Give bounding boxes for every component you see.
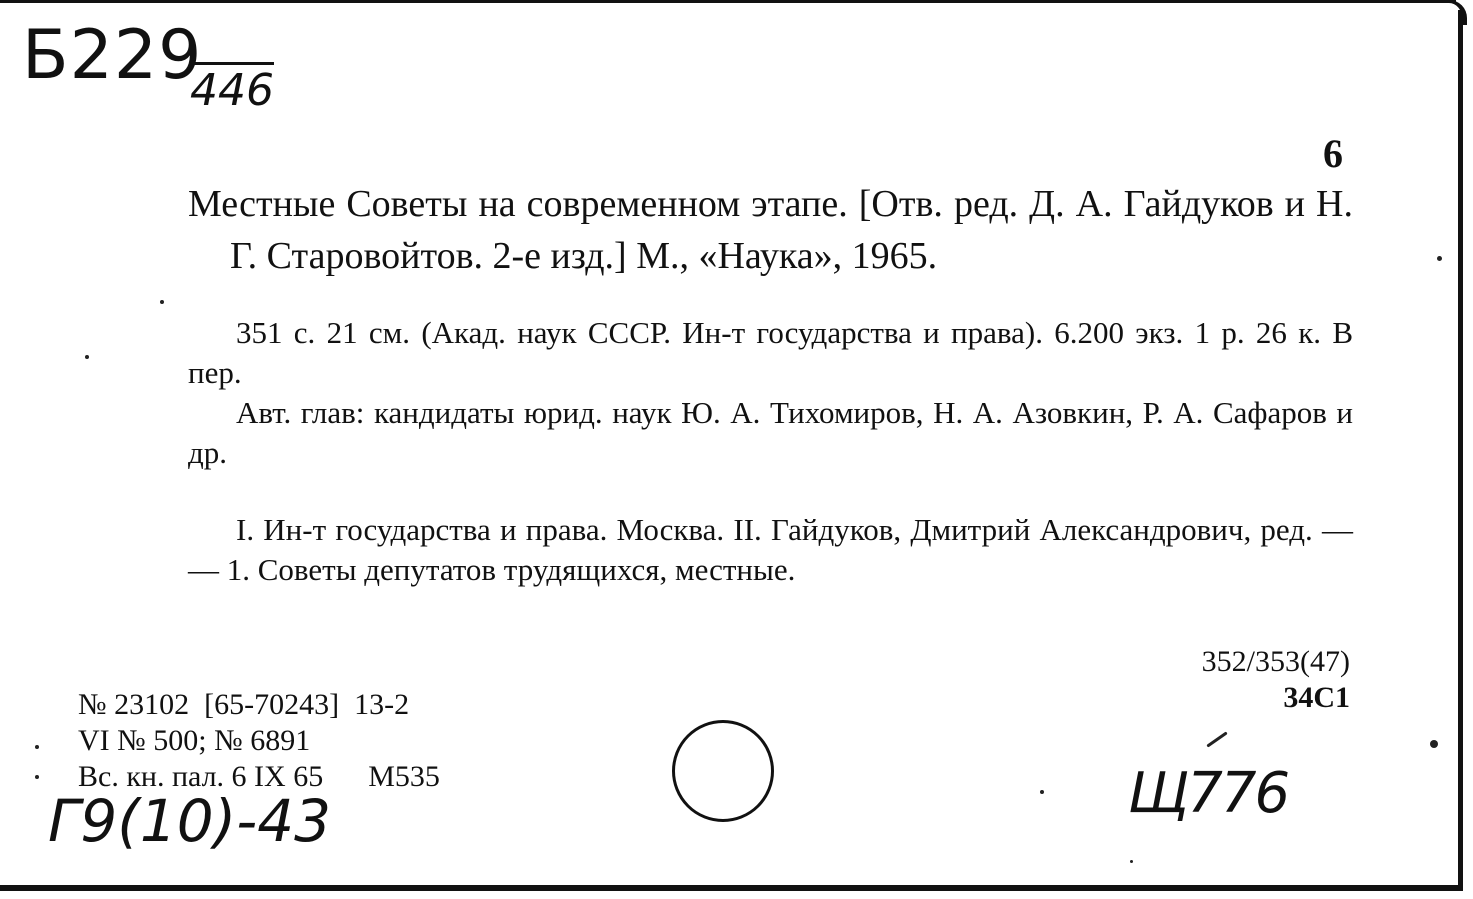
speck [1040,790,1044,794]
title-block [188,178,1353,282]
speck [35,745,39,749]
bbk-index: 34С1 [1283,681,1350,714]
publisher-line: № 23102 [65-70243] 13-2 [78,688,410,721]
handwritten-classification: Г9(10)-43 [48,787,332,855]
speck [85,355,89,359]
card-border-top [0,0,1456,3]
collation-block [188,313,1353,473]
publisher-line: VI № 500; № 6891 [78,724,311,757]
authors-note: Авт. глав: кандидаты юрид. наук Ю. А. Тихомиров, Н. А. Азовкин, Р. А. Сафаров и др. [188,395,1353,470]
speck [35,775,39,779]
handwritten-inventory: Щ776 [1128,761,1289,826]
publisher-line: Вс. кн. пал. 6 IX 65 М535 [78,760,440,793]
tracings-block [188,510,1353,590]
circle-stamp [672,720,774,822]
speck [1437,256,1442,261]
speck [160,300,164,304]
udc-index: 352/353(47) [1201,645,1350,678]
speck [1430,740,1438,748]
speck [1130,860,1133,863]
collation-line: 351 с. 21 см. (Акад. наук СССР. Ин-т государства и права). 6.200 экз. 1 р. 26 к. В пер. [188,315,1353,390]
handwritten-shelf-sub: 446 [190,62,274,113]
title-text: Местные Советы на современном этапе. [Отв. ред. Д. А. Гайдуков и Н. Г. Старовойтов. 2-е изд.] М., «Наука», 1965. [188,183,1353,277]
handwritten-shelf-mark: Б229 [22,16,203,95]
tracings-text: I. Ин-т государства и права. Москва. II. Гайдуков, Дмитрий Александрович, ред. — — 1. Советы депутатов трудящихся, местные. [188,512,1353,587]
card-number: 6 [1323,131,1343,176]
classification-block [1150,644,1350,716]
card-border-right [1458,10,1463,890]
publisher-info [78,687,440,795]
speck [1206,731,1227,747]
card-border-bottom [0,885,1463,891]
